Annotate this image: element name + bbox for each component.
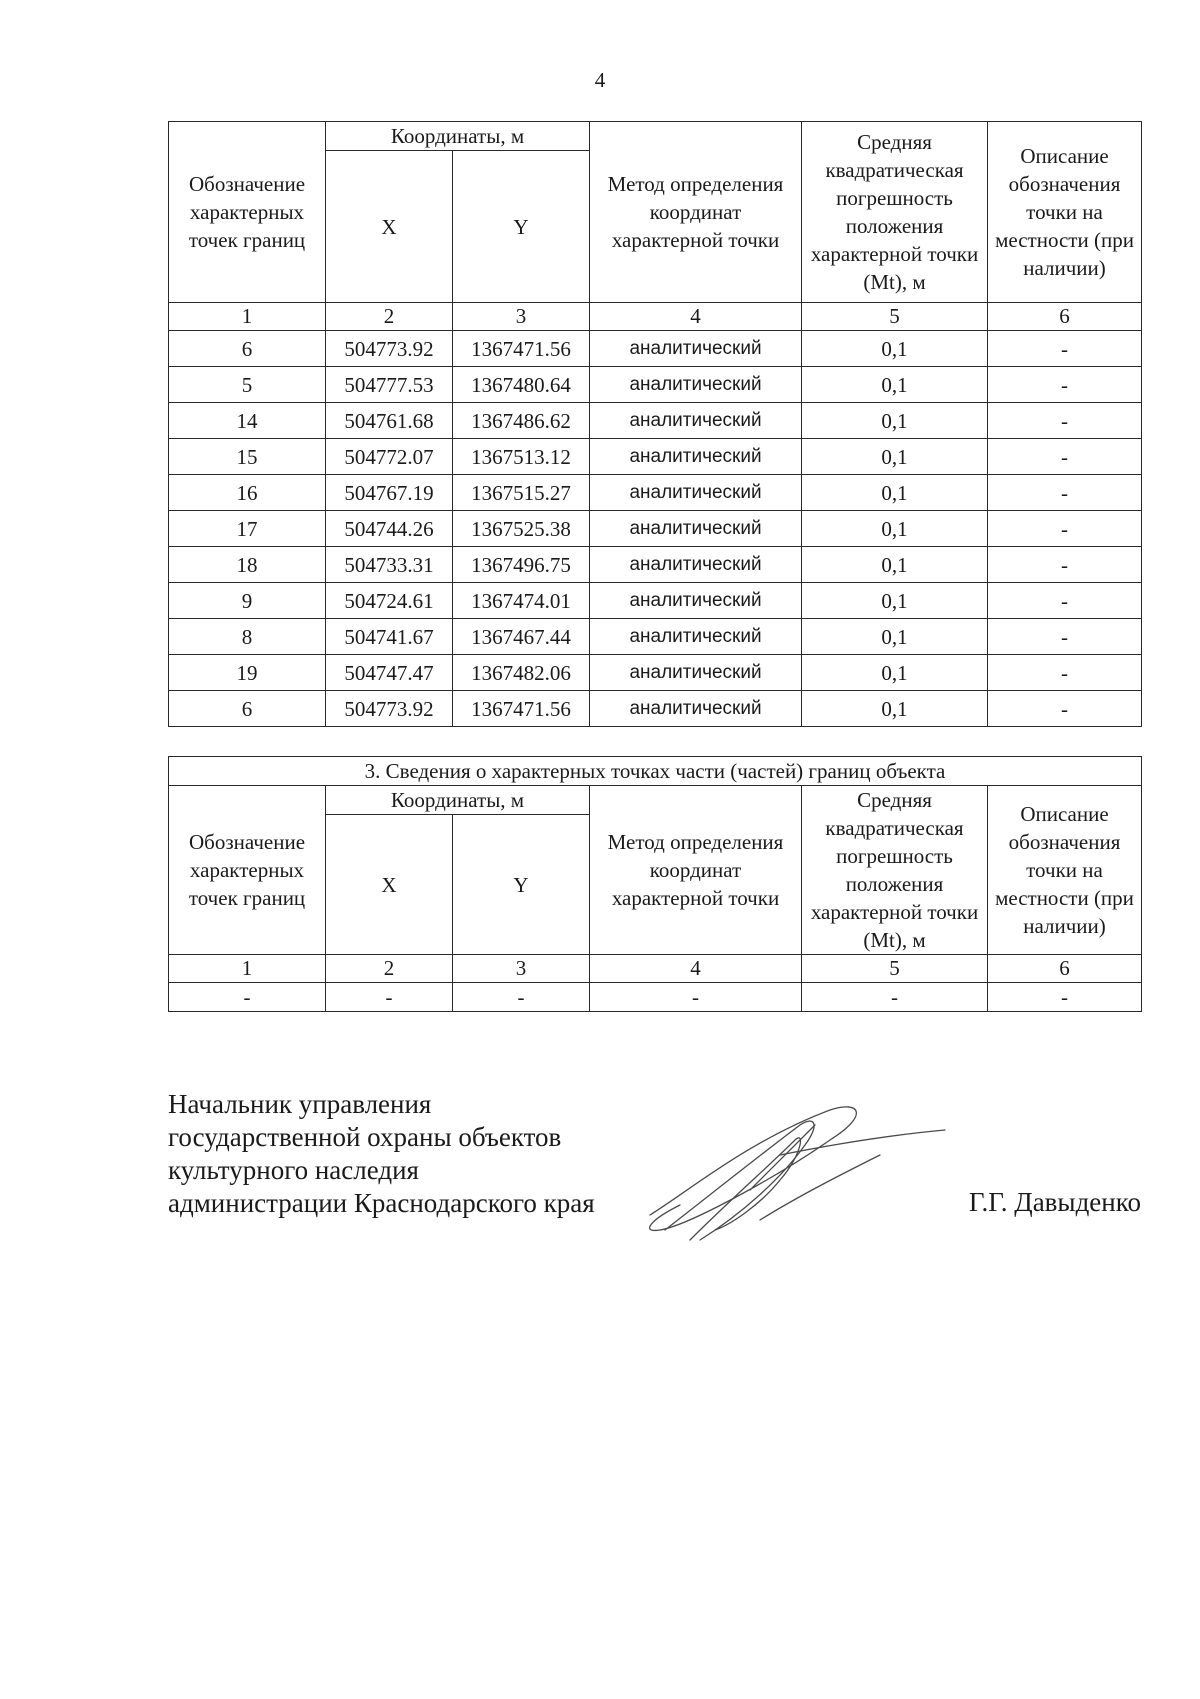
- handwritten-signature: [630, 1100, 950, 1250]
- x-coordinate-cell: 504724.61: [326, 583, 453, 619]
- column-number: 3: [453, 303, 590, 331]
- method-cell: аналитический: [590, 691, 802, 727]
- header-mean-error: Средняя квадратическая погрешность положения характерной точки (Mt), м: [802, 122, 988, 303]
- description-cell: -: [988, 619, 1142, 655]
- y-coordinate-cell: 1367482.06: [453, 655, 590, 691]
- x-coordinate-cell: 504777.53: [326, 367, 453, 403]
- x-coordinate-cell: 504772.07: [326, 439, 453, 475]
- method-cell: аналитический: [590, 367, 802, 403]
- description-cell: -: [988, 403, 1142, 439]
- y-coordinate-cell: 1367471.56: [453, 331, 590, 367]
- error-cell: 0,1: [802, 583, 988, 619]
- column-number: 5: [802, 303, 988, 331]
- point-id-cell: 18: [169, 547, 326, 583]
- point-id-cell: 19: [169, 655, 326, 691]
- x-coordinate-cell: -: [326, 983, 453, 1012]
- error-cell: 0,1: [802, 691, 988, 727]
- table-row: [169, 511, 1142, 547]
- y-coordinate-cell: 1367496.75: [453, 547, 590, 583]
- column-number: 3: [453, 955, 590, 983]
- y-coordinate-cell: 1367515.27: [453, 475, 590, 511]
- point-id-cell: 17: [169, 511, 326, 547]
- y-coordinate-cell: -: [453, 983, 590, 1012]
- header-mean-error: Средняя квадратическая погрешность положения характерной точки (Mt), м: [802, 786, 988, 955]
- header-description: Описание обозначения точки на местности (при наличии): [988, 786, 1142, 955]
- error-cell: 0,1: [802, 547, 988, 583]
- column-number: 4: [590, 303, 802, 331]
- point-id-cell: 6: [169, 331, 326, 367]
- error-cell: 0,1: [802, 439, 988, 475]
- description-cell: -: [988, 547, 1142, 583]
- x-coordinate-cell: 504761.68: [326, 403, 453, 439]
- signer-name: Г.Г. Давыденко: [968, 1187, 1141, 1217]
- method-cell: аналитический: [590, 403, 802, 439]
- column-number: 2: [326, 303, 453, 331]
- table-row: [169, 983, 1142, 1012]
- header-point-designation: Обозначение характерных точек границ: [169, 122, 326, 303]
- point-id-cell: 15: [169, 439, 326, 475]
- method-cell: аналитический: [590, 475, 802, 511]
- table-row: [169, 655, 1142, 691]
- column-number: 5: [802, 955, 988, 983]
- header-method: Метод определения координат характерной точки: [590, 786, 802, 955]
- header-x: X: [326, 815, 453, 955]
- method-cell: -: [590, 983, 802, 1012]
- column-number: 6: [988, 303, 1142, 331]
- x-coordinate-cell: 504747.47: [326, 655, 453, 691]
- x-coordinate-cell: 504773.92: [326, 691, 453, 727]
- x-coordinate-cell: 504744.26: [326, 511, 453, 547]
- header-y: Y: [453, 151, 590, 303]
- column-number: 4: [590, 955, 802, 983]
- signatory-position: [168, 1088, 595, 1220]
- position-line: культурного наследия: [168, 1155, 419, 1185]
- column-number: 2: [326, 955, 453, 983]
- section-3-title: 3. Сведения о характерных точках части (частей) границ объекта: [169, 757, 1142, 786]
- description-cell: -: [988, 983, 1142, 1012]
- method-cell: аналитический: [590, 439, 802, 475]
- method-cell: аналитический: [590, 331, 802, 367]
- table-row: [169, 439, 1142, 475]
- error-cell: 0,1: [802, 331, 988, 367]
- point-id-cell: -: [169, 983, 326, 1012]
- y-coordinate-cell: 1367474.01: [453, 583, 590, 619]
- table-row: [169, 691, 1142, 727]
- part-boundary-points-table: [168, 756, 1142, 1012]
- point-id-cell: 8: [169, 619, 326, 655]
- table-row: [169, 547, 1142, 583]
- column-number-row: [169, 303, 1142, 331]
- column-number: 1: [169, 303, 326, 331]
- error-cell: 0,1: [802, 403, 988, 439]
- x-coordinate-cell: 504733.31: [326, 547, 453, 583]
- table-row: [169, 403, 1142, 439]
- error-cell: 0,1: [802, 655, 988, 691]
- description-cell: -: [988, 583, 1142, 619]
- x-coordinate-cell: 504773.92: [326, 331, 453, 367]
- error-cell: 0,1: [802, 511, 988, 547]
- description-cell: -: [988, 367, 1142, 403]
- y-coordinate-cell: 1367471.56: [453, 691, 590, 727]
- x-coordinate-cell: 504767.19: [326, 475, 453, 511]
- error-cell: 0,1: [802, 619, 988, 655]
- error-cell: 0,1: [802, 367, 988, 403]
- table-row: [169, 583, 1142, 619]
- column-number: 6: [988, 955, 1142, 983]
- header-point-designation: Обозначение характерных точек границ: [169, 786, 326, 955]
- header-coordinates: Координаты, м: [326, 122, 590, 151]
- table-row: [169, 475, 1142, 511]
- error-cell: 0,1: [802, 475, 988, 511]
- method-cell: аналитический: [590, 511, 802, 547]
- table-row: [169, 367, 1142, 403]
- header-method: Метод определения координат характерной точки: [590, 122, 802, 303]
- description-cell: -: [988, 655, 1142, 691]
- header-description: Описание обозначения точки на местности (при наличии): [988, 122, 1142, 303]
- y-coordinate-cell: 1367486.62: [453, 403, 590, 439]
- method-cell: аналитический: [590, 547, 802, 583]
- y-coordinate-cell: 1367525.38: [453, 511, 590, 547]
- method-cell: аналитический: [590, 619, 802, 655]
- error-cell: -: [802, 983, 988, 1012]
- position-line: администрации Краснодарского края: [168, 1188, 595, 1218]
- column-number: 1: [169, 955, 326, 983]
- y-coordinate-cell: 1367480.64: [453, 367, 590, 403]
- y-coordinate-cell: 1367467.44: [453, 619, 590, 655]
- point-id-cell: 5: [169, 367, 326, 403]
- table-row: [169, 619, 1142, 655]
- description-cell: -: [988, 691, 1142, 727]
- point-id-cell: 16: [169, 475, 326, 511]
- position-line: Начальник управления: [168, 1089, 432, 1119]
- method-cell: аналитический: [590, 583, 802, 619]
- position-line: государственной охраны объектов: [168, 1122, 562, 1152]
- y-coordinate-cell: 1367513.12: [453, 439, 590, 475]
- boundary-points-table: [168, 121, 1142, 727]
- page-number: 4: [594, 68, 606, 92]
- description-cell: -: [988, 511, 1142, 547]
- description-cell: -: [988, 439, 1142, 475]
- x-coordinate-cell: 504741.67: [326, 619, 453, 655]
- column-number-row: [169, 955, 1142, 983]
- table-row: [169, 331, 1142, 367]
- point-id-cell: 9: [169, 583, 326, 619]
- header-y: Y: [453, 815, 590, 955]
- description-cell: -: [988, 331, 1142, 367]
- header-x: X: [326, 151, 453, 303]
- header-coordinates: Координаты, м: [326, 786, 590, 815]
- point-id-cell: 14: [169, 403, 326, 439]
- method-cell: аналитический: [590, 655, 802, 691]
- description-cell: -: [988, 475, 1142, 511]
- point-id-cell: 6: [169, 691, 326, 727]
